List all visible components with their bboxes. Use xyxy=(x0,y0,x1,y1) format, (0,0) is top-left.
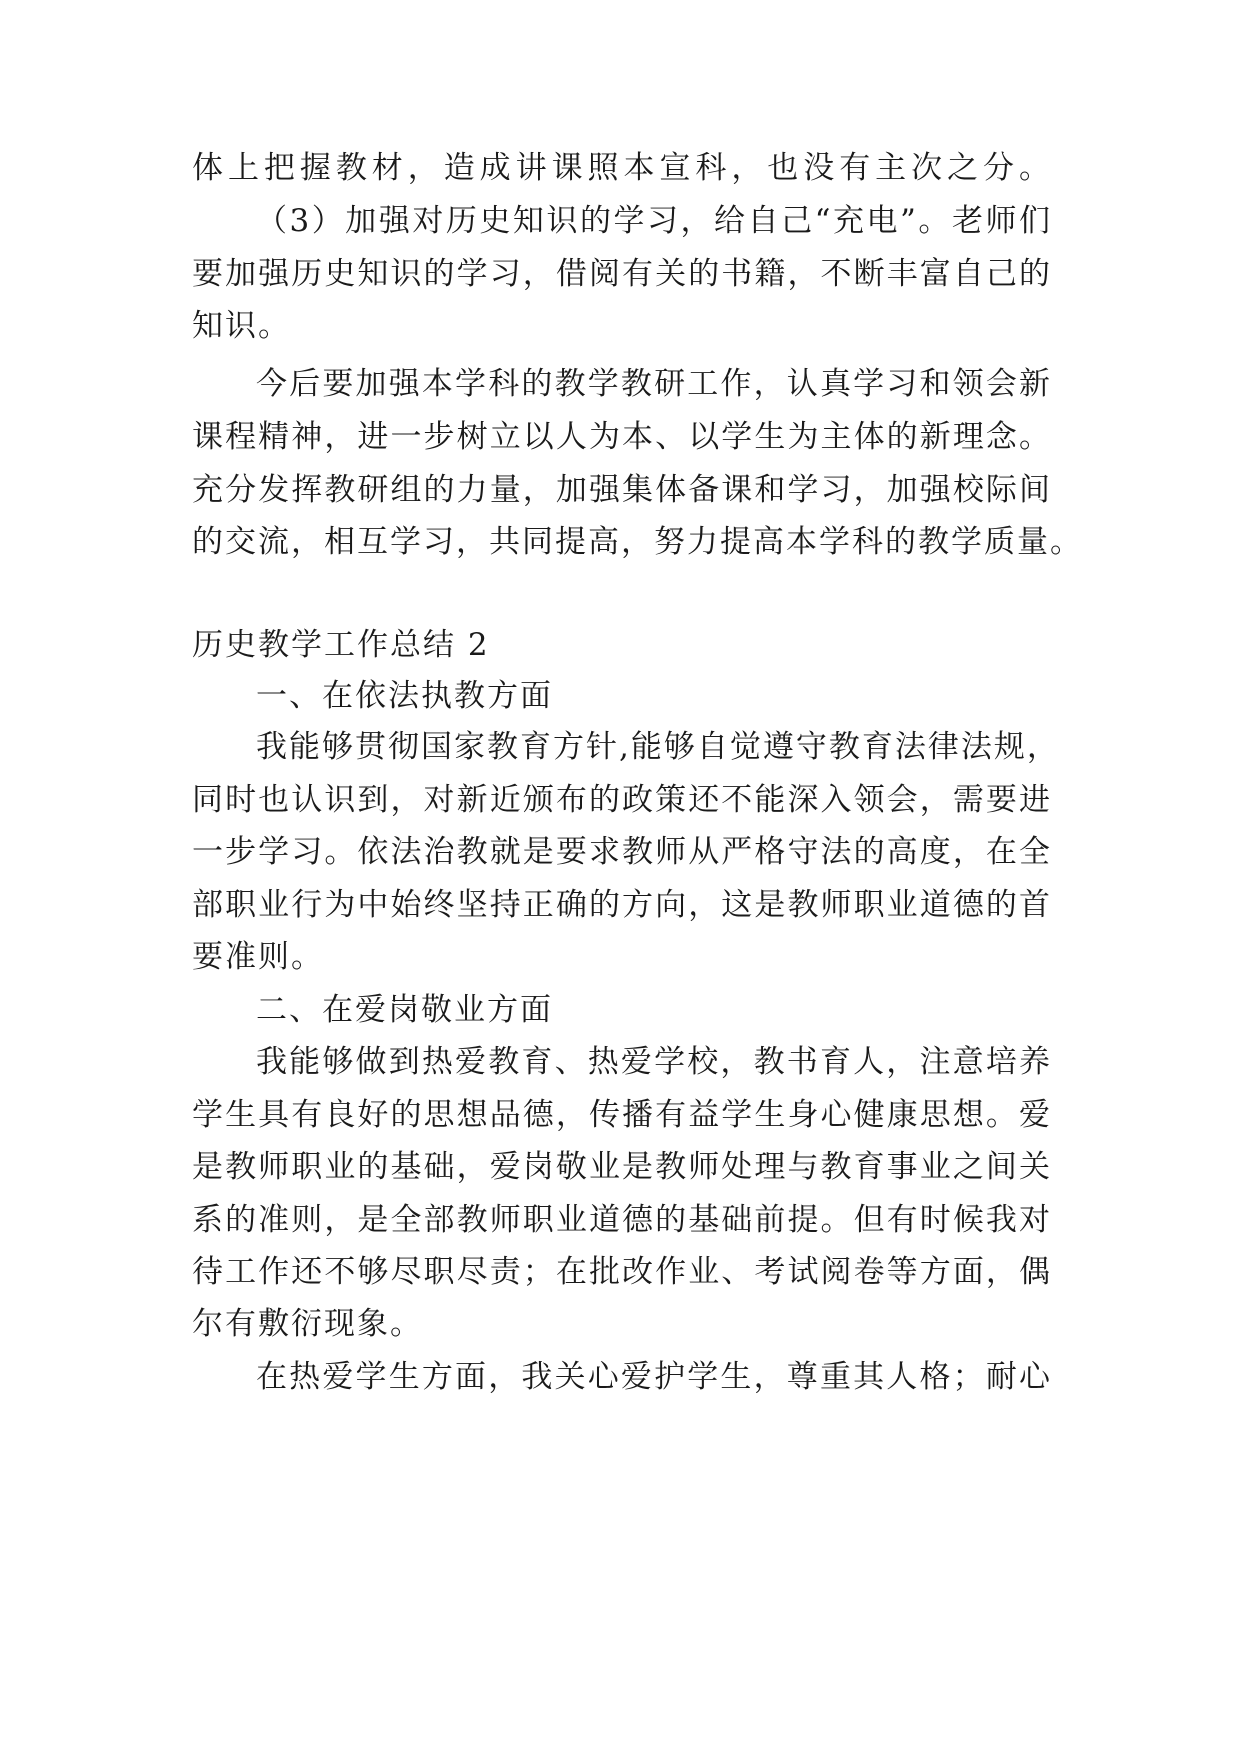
paragraph-line: 我能够做到热爱教育、热爱学校，教书育人，注意培养 xyxy=(256,1044,1052,1080)
paragraph-line: 是教师职业的基础，爱岗敬业是教师处理与教育事业之间关 xyxy=(192,1149,1052,1185)
paragraph-line: 知识。 xyxy=(192,308,291,344)
section-heading: 历史教学工作总结 2 xyxy=(192,627,490,663)
paragraph-line: （3）加强对历史知识的学习，给自己“充电”。老师们 xyxy=(256,203,1052,239)
paragraph-line: 我能够贯彻国家教育方针,能够自觉遵守教育法律法规， xyxy=(256,729,1060,765)
paragraph-line: 要加强历史知识的学习，借阅有关的书籍，不断丰富自己的 xyxy=(192,256,1052,292)
paragraph-line: 学生具有良好的思想品德，传播有益学生身心健康思想。爱 xyxy=(192,1097,1052,1133)
subsection-heading: 一、在依法执教方面 xyxy=(256,678,553,714)
subsection-heading: 二、在爱岗敬业方面 xyxy=(256,992,553,1028)
paragraph-line: 系的准则，是全部教师职业道德的基础前提。但有时候我对 xyxy=(192,1202,1052,1238)
paragraph-line: 在热爱学生方面，我关心爱护学生，尊重其人格；耐心 xyxy=(256,1359,1052,1395)
paragraph-line: 体上把握教材，造成讲课照本宣科，也没有主次之分。 xyxy=(192,150,1052,186)
paragraph-line: 部职业行为中始终坚持正确的方向，这是教师职业道德的首 xyxy=(192,887,1052,923)
paragraph-line: 尔有敷衍现象。 xyxy=(192,1306,423,1342)
paragraph-line: 待工作还不够尽职尽责；在批改作业、考试阅卷等方面，偶 xyxy=(192,1254,1052,1290)
paragraph-line: 的交流，相互学习，共同提高，努力提高本学科的教学质量。 xyxy=(192,524,1083,560)
paragraph-line: 课程精神，进一步树立以人为本、以学生为主体的新理念。 xyxy=(192,419,1052,455)
paragraph-line: 今后要加强本学科的教学教研工作，认真学习和领会新 xyxy=(256,366,1052,402)
paragraph-line: 充分发挥教研组的力量，加强集体备课和学习，加强校际间 xyxy=(192,472,1052,508)
paragraph-line: 要准则。 xyxy=(192,939,324,975)
paragraph-line: 同时也认识到，对新近颁布的政策还不能深入领会，需要进 xyxy=(192,782,1052,818)
paragraph-line: 一步学习。依法治教就是要求教师从严格守法的高度，在全 xyxy=(192,834,1052,870)
